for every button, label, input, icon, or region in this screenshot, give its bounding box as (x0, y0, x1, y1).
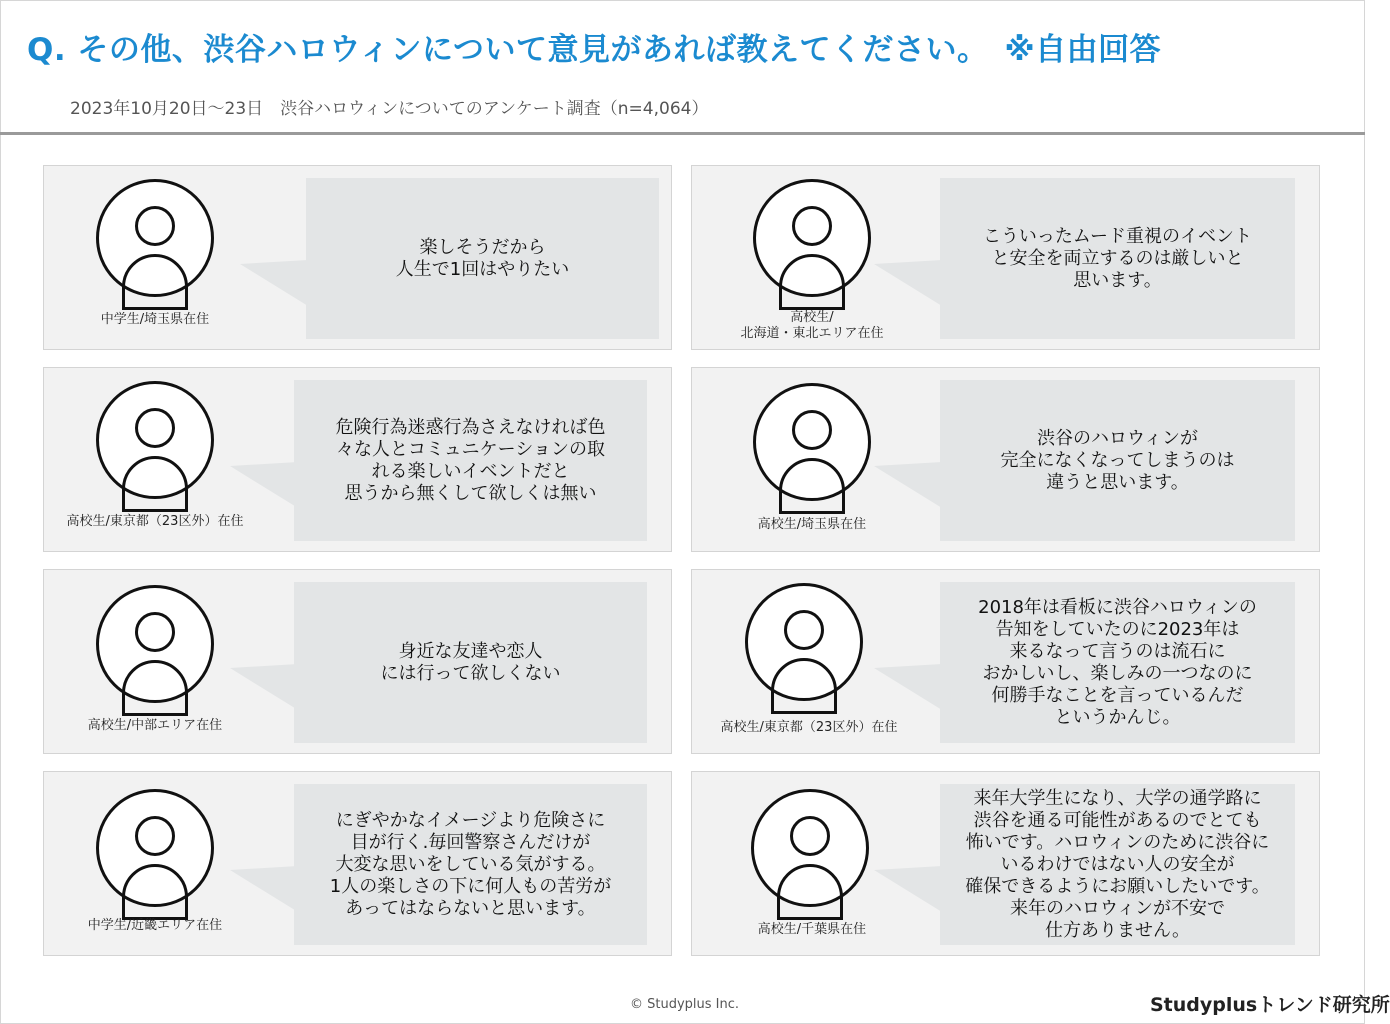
response-card (691, 569, 1320, 754)
response-card (691, 367, 1320, 552)
user-avatar-icon (96, 585, 214, 703)
user-avatar-icon (96, 789, 214, 907)
page-title: Q. その他、渋谷ハロウィンについて意見があれば教えてください。 ※自由回答 (27, 32, 1162, 68)
speech-bubble (940, 784, 1295, 945)
speech-bubble (294, 784, 647, 945)
user-avatar-icon (753, 179, 871, 297)
speech-bubble-tail (228, 654, 298, 724)
comment-text: 危険行為迷惑行為さえなければ色 々な人とコミュニケーションの取 れる楽しいイベントだと 思うから無くして欲しくは無い (335, 416, 606, 504)
speech-bubble (306, 178, 659, 339)
user-avatar-icon (96, 179, 214, 297)
comment-text: にぎやかなイメージより危険さに 目が行く.毎回警察さんだけが 大変な思いをしている気がする。 1人の楽しさの下に何人もの苦労が あってはならないと思います。 (329, 809, 612, 919)
respondent-label: 高校生/千葉県在住 (757, 922, 867, 937)
speech-bubble-tail (872, 856, 942, 926)
brand-logo: Studyplusトレンド研究所 (1150, 994, 1390, 1016)
respondent-label: 高校生/埼玉県在住 (757, 517, 867, 532)
comment-text: 渋谷のハロウィンが 完全になくなってしまうのは 違うと思います。 (1000, 427, 1235, 493)
user-avatar-icon (745, 583, 863, 701)
comment-text: 身近な友達や恋人 には行って欲しくない (380, 640, 561, 684)
comment-text: 2018年は看板に渋谷ハロウィンの 告知をしていたのに2023年は 来るなって言うのは流石に おかしいし、楽しみの一つなのに 何勝手なことを言っているんだ というかんじ。 (978, 596, 1257, 728)
speech-bubble (940, 178, 1295, 339)
user-avatar-icon (753, 383, 871, 501)
speech-bubble (940, 380, 1295, 541)
respondent-label: 高校生/東京都（23区外）在住 (720, 720, 898, 735)
response-card (43, 569, 672, 754)
speech-bubble-tail (872, 654, 942, 724)
response-card (43, 771, 672, 956)
response-card (691, 771, 1320, 956)
speech-bubble-tail (872, 452, 942, 522)
speech-bubble (294, 582, 647, 743)
speech-bubble (294, 380, 647, 541)
respondent-label: 高校生/ 北海道・東北エリア在住 (740, 310, 884, 341)
speech-bubble (940, 582, 1295, 743)
response-card (43, 165, 672, 350)
response-card (43, 367, 672, 552)
respondent-label: 中学生/近畿エリア在住 (87, 918, 223, 933)
comment-text: こういったムード重視のイベント と安全を両立するのは厳しいと 思います。 (982, 225, 1253, 291)
respondent-label: 高校生/中部エリア在住 (87, 718, 223, 733)
user-avatar-icon (96, 381, 214, 499)
header-divider (0, 132, 1365, 135)
respondent-label: 中学生/埼玉県在住 (100, 312, 210, 327)
response-card (691, 165, 1320, 350)
comment-text: 来年大学生になり、大学の通学路に 渋谷を通る可能性があるのでとても 怖いです。ハロウィンのために渋谷に いるわけではない人の安全が 確保できるようにお願いしたいです。 来年のハロウィンが不安で 仕方ありません。 (965, 787, 1270, 941)
respondent-label: 高校生/東京都（23区外）在住 (66, 514, 244, 529)
speech-bubble-tail (872, 250, 942, 320)
survey-subtitle: 2023年10月20日～23日 渋谷ハロウィンについてのアンケート調査（n=4,064） (70, 99, 709, 119)
user-avatar-icon (751, 789, 869, 907)
speech-bubble-tail (238, 250, 308, 320)
speech-bubble-tail (228, 452, 298, 522)
comment-text: 楽しそうだから 人生で1回はやりたい (395, 236, 570, 280)
copyright-text: © Studyplus Inc. (630, 997, 740, 1012)
speech-bubble-tail (228, 856, 298, 926)
